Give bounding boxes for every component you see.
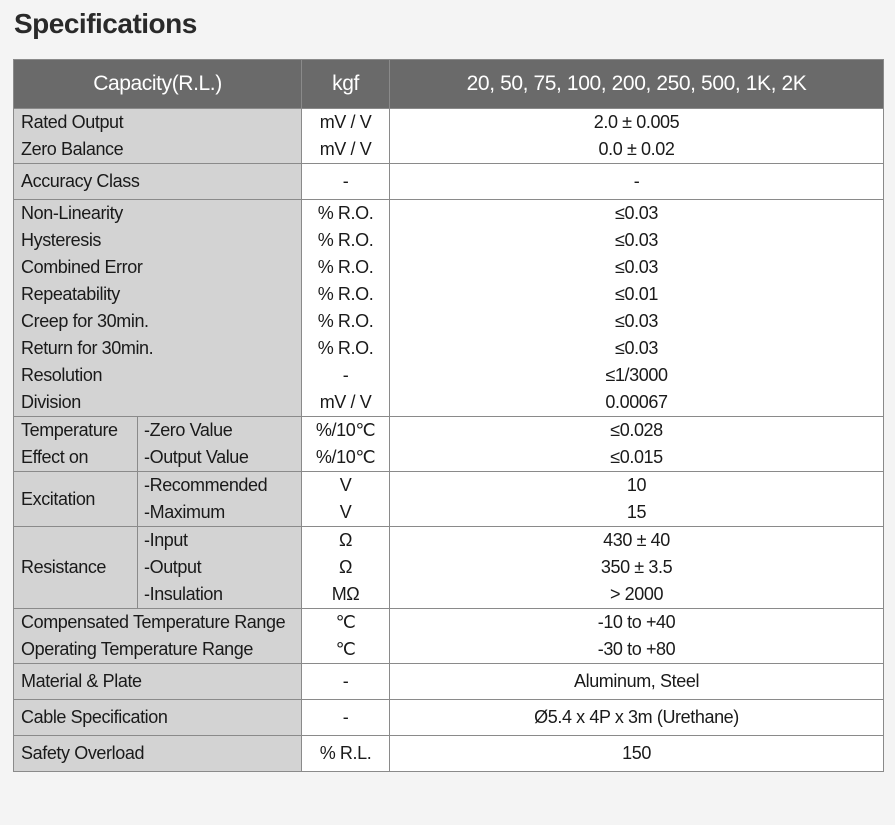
unit-cell [302,109,390,164]
group-label-cell [14,472,138,527]
unit-cell [302,664,390,700]
unit-text: mV / V [319,112,372,132]
table-row [14,527,884,609]
param-label: Resolution [21,365,103,385]
unit-cell [302,200,390,417]
param-label: Zero Balance [21,139,124,159]
value-text: 15 [626,502,647,522]
value-text: ≤0.03 [615,257,658,277]
param-label: Creep for 30min. [21,311,149,331]
unit-cell [302,736,390,772]
table-row [14,700,884,736]
unit-text: ℃ [335,639,356,659]
value-cell [390,609,884,664]
unit-text: %/10℃ [315,420,376,440]
value-text: ≤0.03 [615,311,658,331]
param-cell [14,164,302,200]
value-cell [390,527,884,609]
param-cell [14,200,302,417]
param-label: Non-Linearity [21,203,123,223]
value-text: 0.00067 [605,392,668,412]
unit-cell [302,417,390,472]
param-cell [14,109,302,164]
unit-text: V [339,502,352,522]
group-label: Resistance [21,557,107,577]
sub-param-label: -Zero Value [144,420,233,440]
group-label: Effect on [21,447,89,467]
value-text: ≤0.03 [615,203,658,223]
group-label: Excitation [21,488,96,509]
unit-text: % R.O. [317,311,374,331]
capacity-values-header: 20, 50, 75, 100, 200, 250, 500, 1K, 2K [390,60,884,109]
param-cell [14,609,302,664]
param-cell [14,736,302,772]
value-text: Aluminum, Steel [573,671,700,691]
unit-cell [302,164,390,200]
unit-text: - [342,171,349,191]
value-text: 430 ± 40 [603,530,670,550]
unit-text: Ω [338,557,353,577]
sub-param-cell [138,527,302,609]
value-text: ≤0.01 [615,284,658,304]
param-label: Combined Error [21,257,143,277]
value-text: 0.0 ± 0.02 [598,139,675,159]
value-text: -10 to +40 [597,612,676,632]
param-label: Accuracy Class [21,171,140,191]
param-label: Material & Plate [21,671,142,691]
unit-cell [302,472,390,527]
value-text: ≤1/3000 [605,365,668,385]
unit-text: mV / V [319,392,372,412]
sub-param-label: -Maximum [144,502,225,522]
param-label: Repeatability [21,284,120,304]
param-label: Cable Specification [21,707,168,727]
sub-param-label: -Output [144,557,202,577]
value-text: 10 [626,475,647,495]
value-text: ≤0.015 [610,447,663,467]
value-cell [390,109,884,164]
unit-cell [302,609,390,664]
sub-param-label: -Output Value [144,447,249,467]
value-text: ≤0.03 [615,338,658,358]
unit-text: - [342,707,349,727]
value-cell [390,200,884,417]
param-label: Rated Output [21,112,124,132]
value-text: - [633,171,640,191]
value-text: 2.0 ± 0.005 [593,112,680,132]
capacity-header: Capacity(R.L.) [14,60,302,109]
param-label: Hysteresis [21,230,102,250]
table-row [14,736,884,772]
sub-param-label: -Insulation [144,584,223,604]
unit-text: %/10℃ [315,447,376,467]
unit-text: % R.O. [317,203,374,223]
value-cell [390,164,884,200]
table-row [14,164,884,200]
sub-param-label: -Input [144,530,188,550]
sub-param-cell [138,417,302,472]
sub-param-cell [138,472,302,527]
group-label: Temperature [21,420,118,440]
page-title: Specifications [14,8,197,39]
value-cell [390,700,884,736]
unit-text: % R.O. [317,257,374,277]
value-text: > 2000 [609,584,664,604]
param-label: Division [21,392,81,412]
table-row [14,417,884,472]
group-label-cell [14,417,138,472]
unit-header: kgf [302,60,390,109]
unit-text: - [342,365,349,385]
group-label-cell [14,527,138,609]
table-row [14,200,884,417]
value-text: 150 [622,743,651,763]
param-cell [14,700,302,736]
param-cell [14,664,302,700]
unit-text: Ω [338,530,353,550]
value-text: Ø5.4 x 4P x 3m (Urethane) [534,707,739,727]
sub-param-label: -Recommended [144,475,268,495]
specifications-table [13,59,884,772]
value-cell [390,736,884,772]
unit-text: % R.O. [317,338,374,358]
table-row [14,609,884,664]
unit-text: - [342,671,349,691]
unit-text: % R.L. [319,743,372,763]
param-label: Return for 30min. [21,338,154,358]
unit-cell [302,527,390,609]
table-row [14,472,884,527]
table-row [14,664,884,700]
table-header-row [14,60,884,109]
param-label: Operating Temperature Range [21,639,254,659]
unit-text: mV / V [319,139,372,159]
value-text: ≤0.03 [615,230,658,250]
value-text: ≤0.028 [610,420,663,440]
param-label: Compensated Temperature Range [21,612,286,632]
value-text: -30 to +80 [597,639,676,659]
unit-cell [302,700,390,736]
table-row [14,109,884,164]
unit-text: ℃ [335,612,356,632]
param-label: Safety Overload [21,743,145,763]
value-text: 350 ± 3.5 [600,557,673,577]
unit-text: % R.O. [317,284,374,304]
unit-text: % R.O. [317,230,374,250]
unit-text: MΩ [331,584,360,604]
value-cell [390,417,884,472]
value-cell [390,664,884,700]
unit-text: V [339,475,352,495]
value-cell [390,472,884,527]
